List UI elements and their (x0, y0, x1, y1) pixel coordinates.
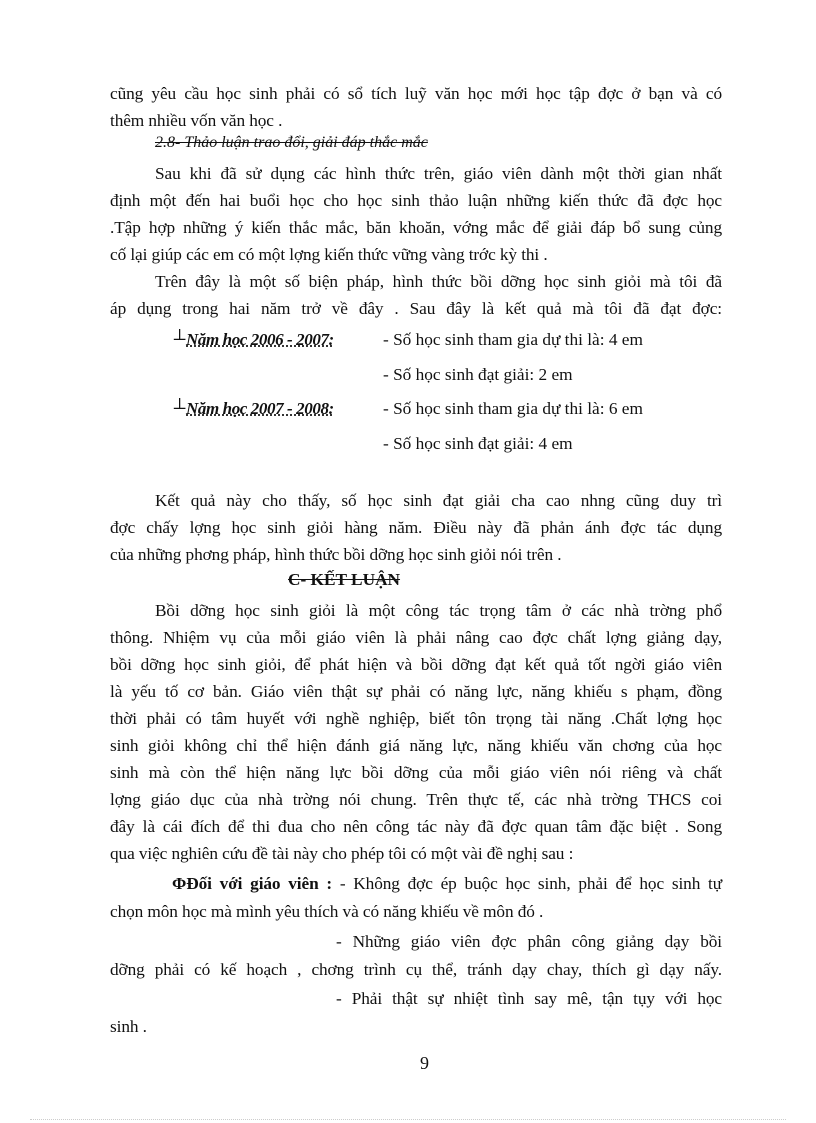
paragraph-line: lợng giáo dục của nhà trờng nói chung. Trên thực tế, các nhà trờng THCS coi (110, 790, 722, 809)
paragraph-line: sinh mà còn thể hiện năng lực bồi dỡng của mỗi giáo viên nói riêng và chất (110, 763, 722, 782)
paragraph-line: của những phơng pháp, hình thức bồi dỡng học sinh giỏi nói trên . (110, 545, 562, 564)
result-year-label (186, 330, 334, 350)
paragraph-line: .Tập hợp những ý kiến thắc mắc, băn khoăn, vớng mắc để giải đáp bổ sung củng (110, 218, 722, 237)
result-year-text: Năm học 2007 - 2008: (186, 399, 334, 418)
paragraph-line: đây là cái đích để thi đua cho nên công tác này đã đợc quan tâm đặc biệt . Song (110, 817, 722, 836)
paragraph-line: đợc chấy lợng học sinh giỏi hàng năm. Điều này đã phản ánh đợc tác dụng (110, 518, 722, 537)
paragraph-line: qua việc nghiên cứu đề tài này cho phép tôi có một vài đề nghị sau : (110, 844, 574, 863)
paragraph-line: thông. Nhiệm vụ của mỗi giáo viên là phải nâng cao đợc chất lợng giảng dạy, (110, 628, 722, 647)
phi-bullet-icon: Φ (172, 874, 187, 893)
teacher-recommendation-line (172, 870, 722, 897)
result-year-label (186, 399, 334, 419)
paragraph-line: sinh . (110, 1017, 147, 1036)
paragraph-line: Bồi dỡng học sinh giỏi là một công tác trọng tâm ở các nhà trờng phổ (155, 601, 722, 620)
recommendation-text: - Không đợc ép buộc học sinh, phải để học sinh tự (339, 874, 722, 893)
page-number: 9 (420, 1053, 429, 1073)
page-footer-rule (30, 1119, 786, 1120)
recommendation-item: - Phải thật sự nhiệt tình say mê, tận tụy với học (336, 989, 722, 1008)
result-winners: - Số học sinh đạt giải: 4 em (383, 434, 573, 453)
section-title-conclusion: C- KẾT LUẬN (288, 570, 401, 589)
recommendation-item: - Những giáo viên đợc phân công giảng dạy bồi (336, 932, 722, 951)
paragraph-line: áp dụng trong hai năm trở về đây . Sau đây là kết quả mà tôi đã đạt đợc: (110, 299, 722, 318)
result-participants: - Số học sinh tham gia dự thi là: 4 em (383, 330, 643, 349)
paragraph-line: thêm nhiều vốn văn học . (110, 111, 283, 130)
result-participants: - Số học sinh tham gia dự thi là: 6 em (383, 399, 643, 418)
result-bullet-icon: ⊥ (172, 327, 188, 344)
paragraph-line: dỡng phải có kế hoạch , chơng trình cụ thể, tránh dạy chay, thích gì dạy nấy. (110, 960, 722, 979)
paragraph-line: là yếu tố cơ bản. Giáo viên thật sự phải có năng lực, năng khiếu s phạm, đồng (110, 682, 722, 701)
paragraph-line: Trên đây là một số biện pháp, hình thức bồi dỡng học sinh giỏi mà tôi đã (155, 272, 722, 291)
paragraph-line: Kết quả này cho thấy, số học sinh đạt giải cha cao nhng cũng duy trì (155, 491, 722, 510)
paragraph-line: sinh giỏi không chỉ thể hiện đánh giá năng lực, năng khiếu văn chơng của học (110, 736, 722, 755)
paragraph-line: cố lại giúp các em có một lợng kiến thức vững vàng trớc kỳ thi . (110, 245, 548, 264)
result-bullet-icon: ⊥ (172, 396, 188, 413)
section-heading-2-8: 2.8- Thảo luận trao đổi, giải đáp thắc mắc (155, 134, 428, 151)
result-year-text: Năm học 2006 - 2007: (186, 330, 334, 349)
teacher-lead-label: Đối với giáo viên : (186, 874, 333, 893)
paragraph-line: chọn môn học mà mình yêu thích và có năng khiếu về môn đó . (110, 902, 544, 921)
paragraph-line: Sau khi đã sử dụng các hình thức trên, giáo viên dành một thời gian nhất (155, 164, 722, 183)
paragraph-line: cũng yêu cầu học sinh phải có sổ tích luỹ văn học mới học tập đợc ở bạn và có (110, 84, 722, 103)
paragraph-line: thời phải có tâm huyết với nghề nghiệp, biết tôn trọng tài năng .Chất lợng học (110, 709, 722, 728)
result-winners: - Số học sinh đạt giải: 2 em (383, 365, 573, 384)
paragraph-line: định một đến hai buổi học cho học sinh thảo luận những kiến thức đã đợc học (110, 191, 722, 210)
paragraph-line: bồi dỡng học sinh giỏi, để phát hiện và bồi dỡng đạt kết quả tốt ngời giáo viên (110, 655, 722, 674)
